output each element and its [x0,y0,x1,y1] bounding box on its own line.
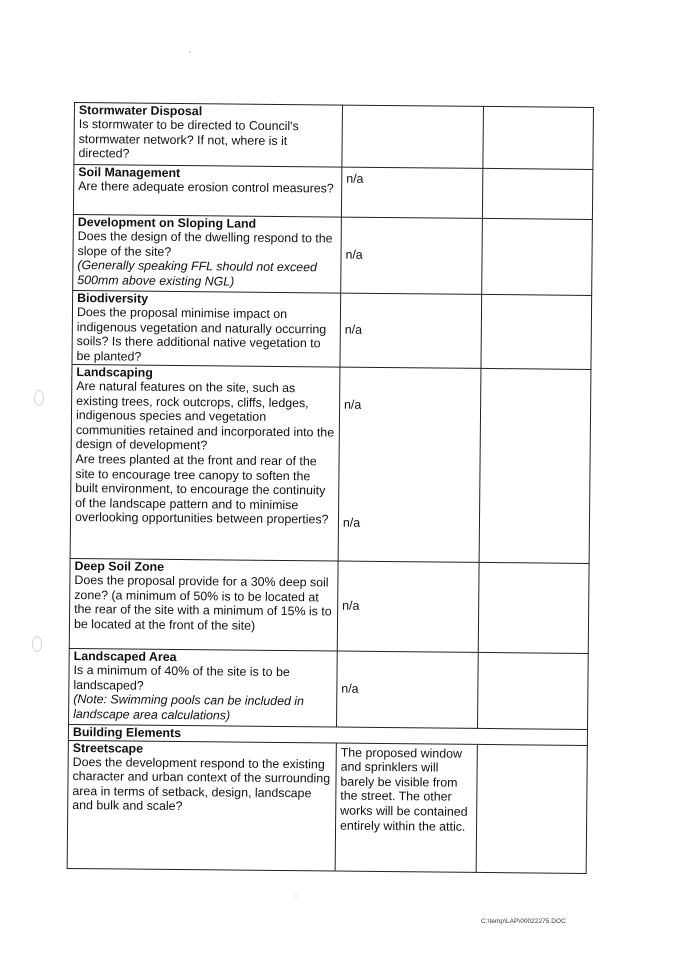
row-note: (Generally speaking FFL should not exceed 500mm above existing NGL) [77,258,317,289]
row-question-2: Are trees planted at the front and rear of the site to encourage tree canopy to soften the built environment, to encourage the continuity of the landscape pattern and to minimise overlooking opportunities between properties? [74,452,329,527]
row-question: Does the proposal minimise impact on indigenous vegetation and naturally occurring soils? Is there additional native vegetation to be planted? [76,305,327,364]
answer-text: The proposed window and sprinklers will barely be visible from the street. The other works will be contained entirely within the attic. [339,745,468,834]
table-row [67,740,587,873]
section-heading: Building Elements [72,725,182,741]
empty-cell [477,652,588,729]
row-question: Does the development respond to the existing character and urban context of the surrounding area in terms of setback, design, landscape and bulk and scale? [72,754,331,814]
question-cell [73,214,342,293]
empty-cell [481,218,592,295]
answer-text: n/a [344,397,362,412]
row-title: Deep Soil Zone [74,559,165,574]
row-question: Are natural features on the site, such as existing trees, rock outcrops, cliffs, ledges, indigenous species and vegetation communities retained and incorporated into the design of development? [75,379,335,453]
scan-artifact-mark [32,636,42,652]
question-cell [69,558,338,651]
answer-text: n/a [346,171,364,186]
scan-artifact-dot [295,895,297,897]
table-row [69,558,589,653]
empty-cell [481,294,592,369]
assessment-table [67,102,594,874]
table-row [74,103,594,170]
row-title: Landscaping [76,365,153,380]
row-note: (Note: Swimming pools can be included in landscape area calculations) [73,692,305,723]
answer-text: n/a [344,322,363,337]
row-question: Are there adequate erosion control measures? [78,179,334,196]
table-row [72,290,592,369]
empty-cell [478,562,589,653]
row-question: Does the proposal provide for a 30% deep soil zone? (a minimum of 50% is to be located at the rear of the site with a minimum of 15% is to be located at the front of the site) [73,573,332,633]
question-cell [67,740,336,871]
answer-text-2: n/a [342,515,361,530]
empty-cell [476,744,587,873]
answer-cell [342,105,483,168]
answer-cell [337,561,479,652]
row-title: Biodiversity [77,291,149,306]
answer-text: n/a [342,598,360,613]
table-row [73,165,592,220]
scan-artifact-dot [189,51,191,53]
question-cell [69,648,338,727]
scan-artifact-mark [34,390,44,406]
answer-cell [341,167,482,218]
file-path-footer: C:\temp\LAP\00022275.DOC [481,918,566,925]
table-row [73,214,593,295]
question-cell [74,103,343,168]
question-cell [73,165,341,218]
answer-cell [340,293,482,368]
empty-cell [483,106,594,169]
row-title: Landscaped Area [73,649,177,665]
answer-cell [338,367,481,562]
answer-cell [336,651,478,728]
question-cell [72,290,341,367]
answer-text: n/a [345,247,363,262]
row-title: Development on Sloping Land [77,215,257,231]
empty-cell [479,368,591,563]
answer-cell [341,217,483,294]
row-title: Soil Management [78,165,181,181]
empty-cell [482,168,593,219]
row-question: Is stormwater to be directed to Council's stormwater network? If not, where is it directed? [78,117,299,161]
row-question: Does the design of the dwelling respond to the slope of the site? [77,229,333,259]
row-title: Streetscape [72,740,144,756]
table-row [70,364,591,563]
row-title: Stormwater Disposal [78,103,203,119]
table-row [69,648,589,729]
answer-text: n/a [341,681,359,696]
question-cell [70,364,340,561]
row-question: Is a minimum of 40% of the site is to be landscaped? [73,663,290,693]
answer-cell [335,743,477,872]
